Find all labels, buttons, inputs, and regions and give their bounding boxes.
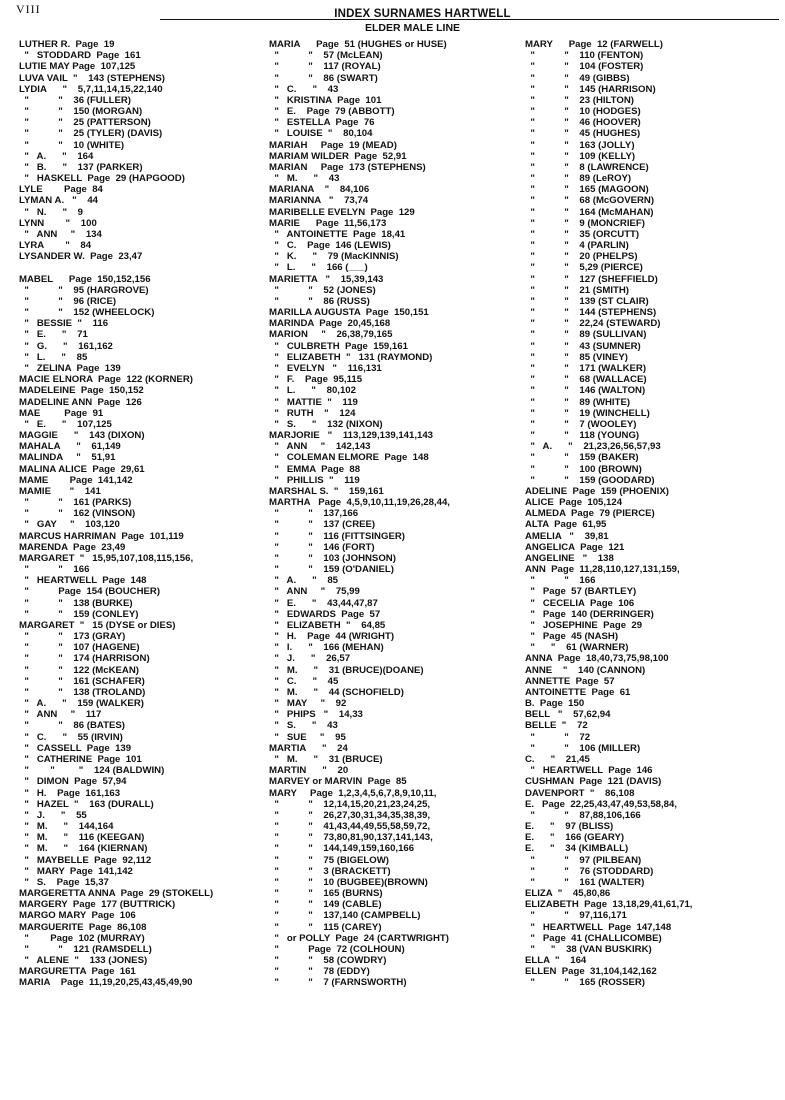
index-entry: " " 7 (FARNSWORTH)	[269, 977, 407, 989]
index-entry: " " 159 (GOODARD)	[525, 474, 655, 486]
index-entry: " " 26,27,30,31,34,35,38,39,	[269, 809, 431, 821]
index-entry: MARINDA Page 20,45,168	[269, 318, 391, 330]
index-entry: " " 165 (MAGOON)	[525, 184, 649, 196]
index-entry: " Page 72 (COLHOUN)	[269, 943, 405, 955]
index-entry: " CECELIA Page 106	[525, 597, 635, 609]
index-entry: " " 149 (CABLE)	[269, 899, 382, 911]
index-entry: " Page 154 (BOUCHER)	[19, 586, 161, 598]
index-entry: " " 73,80,81,90,137,141,143,	[269, 832, 433, 844]
index-entry: " PHIPS " 14,33	[269, 709, 363, 721]
index-entry: E. " 166 (GEARY)	[525, 832, 625, 844]
index-entry: " C. Page 146 (LEWIS)	[269, 240, 391, 252]
index-entry: " " 5,29 (PIERCE)	[525, 262, 643, 274]
index-entry: MAE Page 91	[19, 407, 104, 419]
index-entry: " EVELYN " 116,131	[269, 362, 382, 374]
header-rule	[160, 19, 779, 20]
index-entry: ELLA " 164	[525, 955, 587, 967]
page-number: VIII	[16, 2, 41, 16]
index-entry: " SUE " 95	[269, 731, 346, 743]
index-entry: " S. " 132 (NIXON)	[269, 418, 383, 430]
index-entry: ANN Page 11,28,110,127,131,159,	[525, 564, 680, 576]
index-entry: " " 171 (WALKER)	[525, 362, 647, 374]
index-entry: " " 173 (GRAY)	[19, 631, 126, 643]
index-entry: " " 89 (WHITE)	[525, 396, 631, 408]
index-entry: " Page 45 (NASH)	[525, 631, 619, 643]
index-entry: " " 10 (WHITE)	[19, 139, 125, 151]
index-column-2	[269, 39, 524, 989]
index-entry: " PHILLIS " 119	[269, 474, 360, 486]
index-entry: MARIANA " 84,106	[269, 184, 370, 196]
index-entry: " " 58 (COWDRY)	[269, 955, 387, 967]
index-entry: " " 162 (VINSON)	[19, 508, 136, 520]
index-entry: " M. " 116 (KEEGAN)	[19, 832, 145, 844]
index-entry: " " 95 (HARGROVE)	[19, 284, 149, 296]
index-entry: " ESTELLA Page 76	[269, 117, 375, 129]
index-entry: " J. " 26,57	[269, 653, 351, 665]
index-entry: " " 103 (JOHNSON)	[269, 552, 396, 564]
index-entry: MARTIN " 20	[269, 765, 349, 777]
index-entry: " " 45 (HUGHES)	[525, 128, 641, 140]
index-entry: " " 115 (CAREY)	[269, 921, 382, 933]
index-entry: " " 3 (BRACKETT)	[269, 865, 391, 877]
index-entry: " S. Page 15,37	[19, 876, 109, 888]
index-entry: " " 75 (BIGELOW)	[269, 854, 389, 866]
index-entry: " G. " 161,162	[19, 340, 113, 352]
index-entry: ANNETTE Page 57	[525, 675, 615, 687]
index-column-1	[19, 39, 267, 989]
index-entry: B. Page 150	[525, 698, 585, 710]
index-entry: MARGERETTA ANNA Page 29 (STOKELL)	[19, 888, 214, 900]
index-entry: " " 121 (RAMSDELL)	[19, 943, 152, 955]
index-entry: " M. " 31 (BRUCE)	[269, 754, 383, 765]
index-entry: " " 109 (KELLY)	[525, 150, 636, 162]
index-entry: " ELIZABETH " 64,85	[269, 619, 386, 631]
index-entry: " H. Page 44 (WRIGHT)	[269, 631, 395, 643]
index-entry: " " 138 (BURKE)	[19, 597, 133, 609]
index-entry: MALINDA " 51,91	[19, 452, 116, 464]
index-entry: " " 10 (HODGES)	[525, 106, 641, 118]
index-entry: " " 107 (HAGENE)	[19, 642, 140, 654]
index-entry: " " 118 (YOUNG)	[525, 430, 640, 442]
index-entry: MACIE ELNORA Page 122 (KORNER)	[19, 374, 193, 386]
index-entry: " " 57 (McLEAN)	[269, 50, 383, 62]
index-entry: " Page 57 (BARTLEY)	[525, 586, 637, 598]
index-entry: C. " 21,45	[525, 754, 590, 765]
index-entry: " " 38 (VAN BUSKIRK)	[525, 943, 652, 955]
index-entry: " " 41,43,44,49,55,58,59,72,	[269, 821, 431, 833]
index-entry: MAME Page 141,142	[19, 474, 133, 486]
index-entry: " " 22,24 (STEWARD)	[525, 318, 661, 330]
index-entry: " JOSEPHINE Page 29	[525, 619, 643, 631]
index-entry: ALICE Page 105,124	[525, 497, 623, 509]
index-entry: E. " 34 (KIMBALL)	[525, 843, 629, 855]
index-entry: " " 68 (WALLACE)	[525, 374, 647, 386]
index-entry: " " 8 (LAWRENCE)	[525, 161, 649, 173]
index-entry: " ANN " 117	[19, 709, 102, 721]
index-entry: MARIAH Page 19 (MEAD)	[269, 139, 397, 151]
index-entry: " A. " 21,23,26,56,57,93	[525, 441, 661, 453]
index-entry: " " 43 (SUMNER)	[525, 340, 641, 352]
index-entry: " ANTOINETTE Page 18,41	[269, 228, 406, 240]
index-entry: " KRISTINA Page 101	[269, 94, 382, 106]
index-entry: " MATTIE " 119	[269, 396, 358, 408]
index-entry: " " 137 (CREE)	[269, 519, 376, 531]
index-entry: " " 97,116,171	[525, 910, 627, 922]
index-entry: " M. " 144,164	[19, 821, 114, 833]
index-entry: MARILLA AUGUSTA Page 150,151	[269, 307, 429, 319]
index-entry: " " 116 (FITTSINGER)	[269, 530, 405, 542]
index-entry: " M. " 31 (BRUCE)(DOANE)	[269, 664, 424, 676]
index-entry: " " 117 (ROYAL)	[269, 61, 381, 73]
index-entry: MARGARET " 15,95,107,108,115,156,	[19, 552, 194, 564]
index-column-3	[525, 39, 783, 989]
index-entry: LYLE Page 84	[19, 184, 103, 196]
index-entry: " " 96 (RICE)	[19, 295, 117, 307]
index-entry: " I. " 166 (MEHAN)	[269, 642, 384, 654]
page-subtitle: ELDER MALE LINE	[364, 22, 461, 34]
index-entry: " " 166	[19, 564, 90, 576]
index-entry: " LOUISE " 80,104	[269, 128, 373, 140]
index-entry: MALINA ALICE Page 29,61	[19, 463, 145, 475]
index-entry: ELIZA " 45,80,86	[525, 888, 611, 900]
index-entry: " CASSELL Page 139	[19, 742, 132, 754]
index-entry: MARIAN Page 173 (STEPHENS)	[269, 161, 426, 173]
index-entry: ALTA Page 61,95	[525, 519, 607, 531]
index-entry: ANTOINETTE Page 61	[525, 686, 631, 698]
index-entry: " Page 102 (MURRAY)	[19, 932, 145, 944]
index-entry: " " 161 (PARKS)	[19, 497, 132, 509]
index-entry: " E. Page 79 (ABBOTT)	[269, 106, 395, 118]
index-entry: " " 159 (CONLEY)	[19, 608, 139, 620]
index-entry: " " 76 (STODDARD)	[525, 865, 654, 877]
index-entry: MARSHAL S. " 159,161	[269, 485, 384, 497]
index-entry: " ANN " 142,143	[269, 441, 371, 453]
index-entry: " F. Page 95,115	[269, 374, 363, 386]
index-entry: E. Page 22,25,43,47,49,53,58,84,	[525, 798, 678, 810]
index-entry: " " 144 (STEPHENS)	[525, 307, 657, 319]
index-entry: " " 161 (WALTER)	[525, 876, 645, 888]
index-entry: " " 49 (GIBBS)	[525, 72, 630, 84]
index-entry: " A. " 164	[19, 150, 94, 162]
index-entry: " RUTH " 124	[269, 407, 356, 419]
index-entry: " EMMA Page 88	[269, 463, 361, 475]
index-entry: " S. " 43	[269, 720, 338, 732]
index-entry: LYNN " 100	[19, 217, 97, 229]
index-entry: MARIAM WILDER Page 52,91	[269, 150, 407, 162]
index-entry: MAHALA " 61,149	[19, 441, 121, 453]
index-entry: MARGARET " 15 (DYSE or DIES)	[19, 619, 176, 631]
index-entry: ELIZABETH Page 13,18,29,41,61,71,	[525, 899, 693, 911]
index-entry: " " 137,166	[269, 508, 359, 520]
index-entry: " " 19 (WINCHELL)	[525, 407, 650, 419]
index-entry: MARGERY Page 177 (BUTTRICK)	[19, 899, 176, 911]
index-entry: " " 150 (MORGAN)	[19, 106, 143, 118]
index-entry: " " 87,88,106,166	[525, 809, 641, 821]
index-entry: " J. " 55	[19, 809, 87, 821]
index-entry: " A. " 159 (WALKER)	[19, 698, 144, 710]
index-entry: MARIETTA " 15,39,143	[269, 273, 384, 285]
index-entry: MARENDA Page 23,49	[19, 541, 126, 553]
index-entry: " A. " 85	[269, 575, 338, 587]
index-entry: LYRA " 84	[19, 240, 92, 252]
index-entry: MARGO MARY Page 106	[19, 910, 136, 922]
index-entry: " " 100 (BROWN)	[525, 463, 642, 475]
index-entry: " " 20 (PHELPS)	[525, 251, 638, 263]
index-entry: " " 10 (BUGBEE)(BROWN)	[269, 876, 428, 888]
index-entry: " " 137,140 (CAMPBELL)	[269, 910, 421, 922]
index-entry: MARTIA " 24	[269, 742, 348, 754]
index-entry: " GAY " 103,120	[19, 519, 120, 531]
index-entry: MARJORIE " 113,129,139,141,143	[269, 430, 434, 442]
index-entry: " " 52 (JONES)	[269, 284, 376, 296]
index-entry: " " 86 (RUSS)	[269, 295, 370, 307]
index-entry: MARY Page 1,2,3,4,5,6,7,8,9,10,11,	[269, 787, 437, 799]
index-entry: " HAZEL " 163 (DURALL)	[19, 798, 154, 810]
index-entry: ANNE " 140 (CANNON)	[525, 664, 646, 676]
index-entry: " " 36 (FULLER)	[19, 94, 131, 106]
index-entry: " E. " 107,125	[19, 418, 112, 430]
index-entry: AMELIA " 39,81	[525, 530, 609, 542]
index-entry: " " 46 (HOOVER)	[525, 117, 641, 129]
index-entry: " ELIZABETH " 131 (RAYMOND)	[269, 351, 433, 363]
index-entry: " STODDARD Page 161	[19, 50, 141, 62]
index-entry: " " 25 (PATTERSON)	[19, 117, 151, 129]
index-entry: MARIANNA " 73,74	[269, 195, 369, 207]
index-entry: " " " 124 (BALDWIN)	[19, 765, 165, 777]
index-entry: " ANN " 75,99	[269, 586, 360, 598]
index-entry: MARIBELLE EVELYN Page 129	[269, 206, 415, 218]
index-entry: " " 146 (WALTON)	[525, 385, 646, 397]
index-entry: LYSANDER W. Page 23,47	[19, 251, 143, 263]
index-entry: ANNA Page 18,40,73,75,98,100	[525, 653, 669, 665]
index-entry: " EDWARDS Page 57	[269, 608, 381, 620]
index-entry: " " 86 (SWART)	[269, 72, 378, 84]
index-entry: " " 68 (McGOVERN)	[525, 195, 655, 207]
index-entry: ANGELINE " 138	[525, 552, 614, 564]
index-entry: " " 97 (PILBEAN)	[525, 854, 642, 866]
index-entry: MARGURETTA Page 161	[19, 966, 136, 978]
index-entry: " " 163 (JOLLY)	[525, 139, 635, 151]
index-entry: MARION " 26,38,79,165	[269, 329, 393, 341]
index-entry: " E. " 71	[19, 329, 88, 341]
index-entry: " " 72	[525, 731, 591, 743]
index-entry: " Page 140 (DERRINGER)	[525, 608, 654, 620]
index-entry: ALMEDA Page 79 (PIERCE)	[525, 508, 655, 520]
index-entry: BELL " 57,62,94	[525, 709, 611, 721]
index-entry: " " 152 (WHEELOCK)	[19, 307, 155, 319]
index-entry: LYMAN A. " 44	[19, 195, 99, 207]
index-entry: " " 12,14,15,20,21,23,24,25,	[269, 798, 431, 810]
index-entry: " H. Page 161,163	[19, 787, 121, 799]
index-entry: " " 23 (HILTON)	[525, 94, 634, 106]
index-entry: MAGGIE " 143 (DIXON)	[19, 430, 145, 442]
index-entry: " " 21 (SMITH)	[525, 284, 629, 296]
index-entry: ADELINE Page 159 (PHOENIX)	[525, 485, 669, 497]
index-entry: E. " 97 (BLISS)	[525, 821, 614, 833]
index-entry: " ZELINA Page 139	[19, 362, 121, 374]
index-entry: " HEARTWELL Page 148	[19, 575, 147, 587]
index-entry: " M. " 43	[269, 173, 340, 185]
index-entry: MARIA Page 51 (HUGHES or HUSE)	[269, 39, 447, 50]
index-entry: " ALENE " 133 (JONES)	[19, 955, 148, 967]
index-entry: MARTHA Page 4,5,9,10,11,19,26,28,44,	[269, 497, 450, 509]
index-entry: " " 35 (ORCUTT)	[525, 228, 640, 240]
index-entry: " HASKELL Page 29 (HAPGOOD)	[19, 173, 185, 185]
index-entry: " MAY " 92	[269, 698, 347, 710]
index-entry: MARGUERITE Page 86,108	[19, 921, 147, 933]
page-title: INDEX SURNAMES HARTWELL	[334, 8, 511, 20]
index-entry: " " 25 (TYLER) (DAVIS)	[19, 128, 163, 140]
index-entry: " " 138 (TROLAND)	[19, 686, 146, 698]
index-entry: MARY Page 12 (FARWELL)	[525, 39, 663, 50]
index-entry	[19, 262, 267, 273]
index-entry: MARIA Page 11,19,20,25,43,45,49,90	[19, 977, 193, 989]
index-entry: LUTHER R. Page 19	[19, 39, 115, 50]
index-entry: " " 122 (McKEAN)	[19, 664, 139, 676]
index-entry: " CATHERINE Page 101	[19, 754, 142, 765]
index-entry: " " 110 (FENTON)	[525, 50, 644, 62]
index-entry: MADELEINE Page 150,152	[19, 385, 144, 397]
index-entry: LUTIE MAY Page 107,125	[19, 61, 136, 73]
index-entry: " N. " 9	[19, 206, 84, 218]
index-entry: " L. " 85	[19, 351, 88, 363]
index-entry: ANGELICA Page 121	[525, 541, 625, 553]
index-entry: " C. " 55 (IRVIN)	[19, 731, 123, 743]
index-entry: " " 159 (O'DANIEL)	[269, 564, 394, 576]
index-entry: LUVA VAIL " 143 (STEPHENS)	[19, 72, 165, 84]
index-entry: " B. " 137 (PARKER)	[19, 161, 143, 173]
index-entry: " " 174 (HARRISON)	[19, 653, 150, 665]
index-entry: " CULBRETH Page 159,161	[269, 340, 408, 352]
index-entry: MABEL Page 150,152,156	[19, 273, 151, 285]
index-entry: LYDIA " 5,7,11,14,15,22,140	[19, 83, 163, 95]
index-entry: " " 165 (ROSSER)	[525, 977, 645, 989]
index-entry: MARCUS HARRIMAN Page 101,119	[19, 530, 184, 542]
index-entry: " " 4 (PARLIN)	[525, 240, 629, 252]
index-entry: " MAYBELLE Page 92,112	[19, 854, 152, 866]
index-entry: " HEARTWELL Page 147,148	[525, 921, 672, 933]
index-entry: DAVENPORT " 86,108	[525, 787, 635, 799]
index-entry: " " 61 (WARNER)	[525, 642, 629, 654]
index-entry: " DIMON Page 57,94	[19, 776, 127, 788]
index-entry: " " 161 (SCHAFER)	[19, 675, 145, 687]
index-entry: " " 166	[525, 575, 596, 587]
index-entry: " " 89 (SULLIVAN)	[525, 329, 647, 341]
index-entry: " M. " 44 (SCHOFIELD)	[269, 686, 404, 698]
index-entry: " " 86 (BATES)	[19, 720, 125, 732]
index-entry: " " 159 (BAKER)	[525, 452, 639, 464]
index-entry: " M. " 164 (KIERNAN)	[19, 843, 148, 855]
index-entry: " " 85 (VINEY)	[525, 351, 628, 363]
index-entry: " or POLLY Page 24 (CARTWRIGHT)	[269, 932, 449, 944]
index-entry: " " 144,149,159,160,166	[269, 843, 415, 855]
index-entry: " " 127 (SHEFFIELD)	[525, 273, 658, 285]
index-entry: BELLE " 72	[525, 720, 588, 732]
index-entry: " " 104 (FOSTER)	[525, 61, 644, 73]
index-entry: " " 7 (WOOLEY)	[525, 418, 637, 430]
index-entry: " " 9 (MONCRIEF)	[525, 217, 645, 229]
index-entry: ELLEN Page 31,104,142,162	[525, 966, 657, 978]
index-entry: MAMIE " 141	[19, 485, 101, 497]
index-entry: " L. " 80,102	[269, 385, 356, 397]
index-entry: " Page 41 (CHALLICOMBE)	[525, 932, 662, 944]
index-entry: " COLEMAN ELMORE Page 148	[269, 452, 429, 464]
index-entry: MARIE Page 11,56,173	[269, 217, 387, 229]
index-entry: " L. " 166 (___)	[269, 262, 368, 274]
index-entry: " " 146 (FORT)	[269, 541, 375, 553]
index-entry: " C. " 43	[269, 83, 339, 95]
index-entry: " ANN " 134	[19, 228, 102, 240]
index-entry: CUSHMAN Page 121 (DAVIS)	[525, 776, 662, 788]
index-entry: " " 165 (BURNS)	[269, 888, 383, 900]
index-entry: " " 145 (HARRISON)	[525, 83, 656, 95]
index-entry: " " 89 (LeROY)	[525, 173, 632, 185]
index-entry: MADELINE ANN Page 126	[19, 396, 142, 408]
index-entry: " HEARTWELL Page 146	[525, 765, 653, 777]
index-entry: " " 139 (ST CLAIR)	[525, 295, 649, 307]
index-entry: " " 106 (MILLER)	[525, 742, 641, 754]
index-entry: " C. " 45	[269, 675, 339, 687]
index-entry: MARVEY or MARVIN Page 85	[269, 776, 407, 788]
index-entry: " " 78 (EDDY)	[269, 966, 370, 978]
index-entry: " BESSIE " 116	[19, 318, 109, 330]
index-entry: " MARY Page 141,142	[19, 865, 133, 877]
index-entry: " E. " 43,44,47,87	[269, 597, 378, 609]
index-entry: " K. " 79 (MacKINNIS)	[269, 251, 399, 263]
index-entry: " " 164 (McMAHAN)	[525, 206, 654, 218]
